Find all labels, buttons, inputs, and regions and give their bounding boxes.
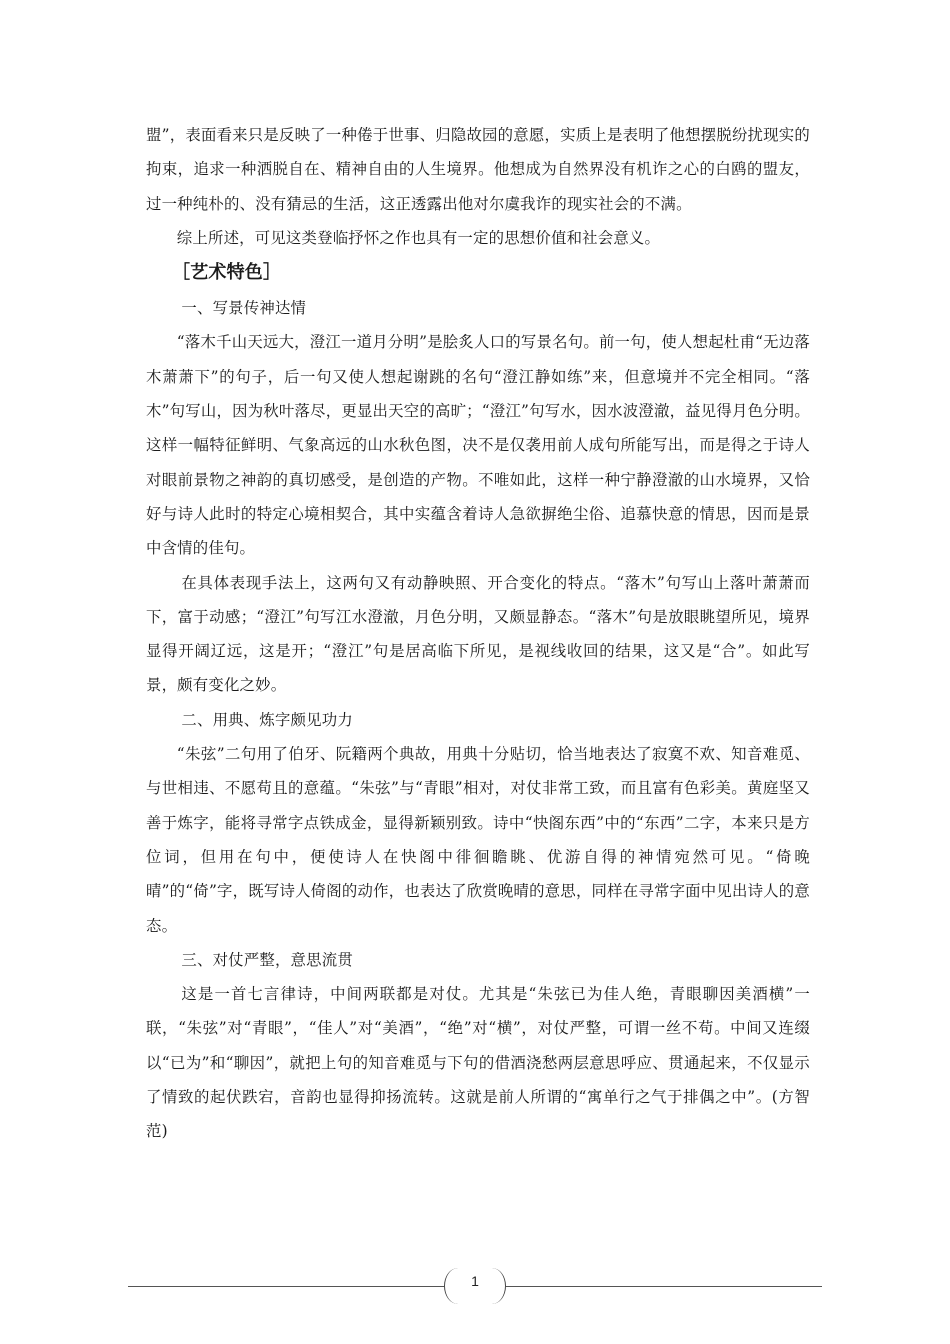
page-number: 1 (471, 1273, 479, 1289)
paragraph-continuation: 盟”，表面看来只是反映了一种倦于世事、归隐故园的意愿，实质上是表明了他想摆脱纷扰现实的拘束，追求一种洒脱自在、精神自由的人生境界。他想成为自然界没有机诈之心的白鸥的盟友，过一种纯朴的、没有猜忌的生活，这正透露出他对尔虞我诈的现实社会的不满。 (146, 126, 810, 213)
document-body (146, 118, 810, 1149)
paragraph-part3-1: 这是一首七言律诗，中间两联都是对仗。尤其是“朱弦已为佳人绝，青眼聊因美酒横”一联，“朱弦”对“青眼”，“佳人”对“美酒”，“绝”对“横”，对仗严整，可谓一丝不苟。中间又连缀以“已为”和“聊因”，就把上句的知音难觅与下句的借酒浇愁两层意思呼应、贯通起来，不仅显示了情致的起伏跌宕，音韵也显得抑扬流转。这就是前人所谓的“寓单行之气于排偶之中”。(方智范) (146, 985, 810, 1141)
subheading-part2: 二、用典、炼字颇见功力 (181, 710, 353, 729)
footer-rule-right (506, 1286, 822, 1287)
paragraph-summary: 综上所述，可见这类登临抒怀之作也具有一定的思想价值和社会意义。 (176, 228, 661, 247)
paragraph-part2-1: “朱弦”二句用了伯牙、阮籍两个典故，用典十分贴切，恰当地表达了寂寞不欢、知音难觅、与世相违、不愿苟且的意蕴。“朱弦”与“青眼”相对，对仗非常工致，而且富有色彩美。黄庭坚又善于炼字，能将寻常字点铁成金，显得新颖别致。诗中“快阁东西”中的“东西”二字，本来只是方位词，但用在句中，便使诗人在快阁中徘徊瞻眺、优游自得的神情宛然可见。“倚晚晴”的“倚”字，既写诗人倚阁的动作，也表达了欣赏晚晴的意思，同样在寻常字面中见出诗人的意态。 (146, 745, 810, 935)
footer-rule-left (128, 1286, 444, 1287)
paragraph-part1-2: 在具体表现手法上，这两句又有动静映照、开合变化的特点。“落木”句写山上落叶萧萧而下，富于动感；“澄江”句写江水澄澈，月色分明，又颇显静态。“落木”句是放眼眺望所见，境界显得开阔辽远，这是开；“澄江”句是居高临下所见，是视线收回的结果，这又是“合”。如此写景，颇有变化之妙。 (146, 573, 810, 695)
subheading-part1: 一、写景传神达情 (181, 299, 307, 318)
subheading-part3: 三、对仗严整，意思流贯 (181, 950, 353, 969)
section-heading: ［艺术特色］ (172, 262, 282, 284)
paragraph-part1-1: “落木千山天远大，澄江一道月分明”是脍炙人口的写景名句。前一句，使人想起杜甫“无边落木萧萧下”的句子，后一句又使人想起谢跳的名句“澄江静如练”来，但意境并不完全相同。“落木”句写山，因为秋叶落尽，更显出天空的高旷；“澄江”句写水，因水波澄澈，益见得月色分明。这样一幅特征鲜明、气象高远的山水秋色图，决不是仅袭用前人成句所能写出，而是得之于诗人对眼前景物之神韵的真切感受，是创造的产物。不唯如此，这样一种宁静澄澈的山水境界，又恰好与诗人此时的特定心境相契合，其中实蕴含着诗人急欲摒绝尘俗、追慕快意的情思，因而是景中含情的佳句。 (146, 333, 810, 558)
